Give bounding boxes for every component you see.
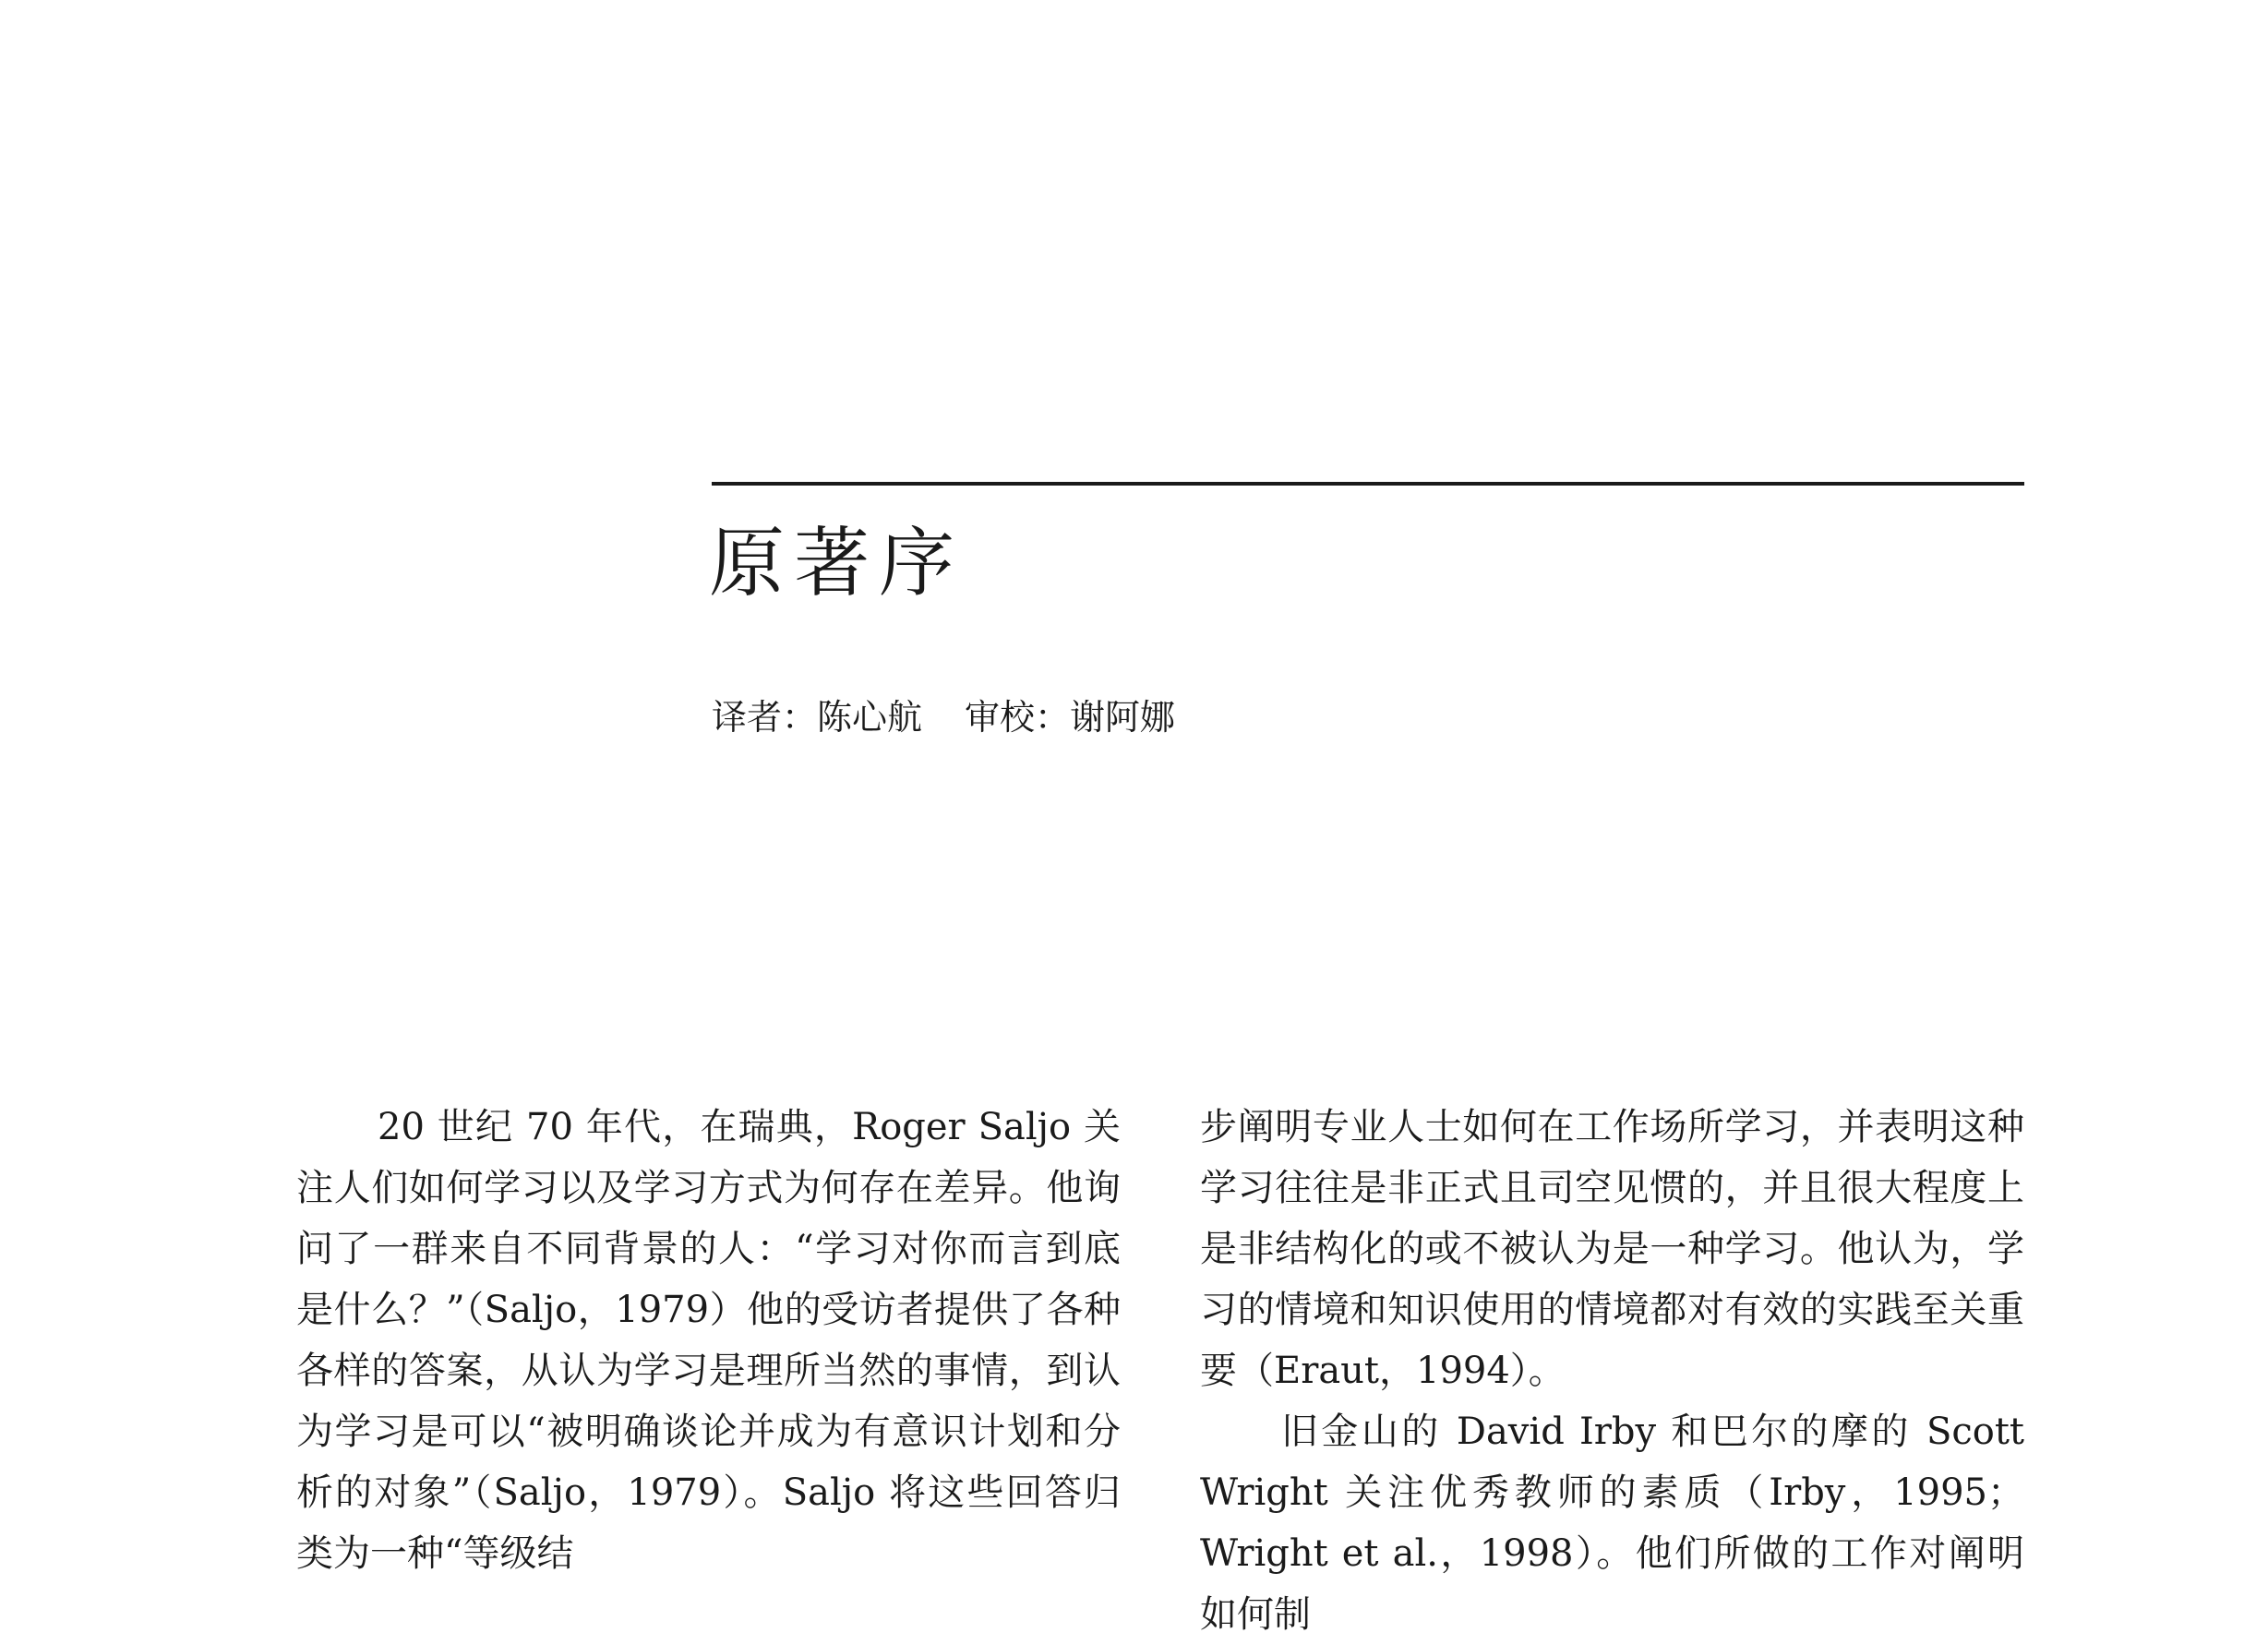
body-paragraph: 20 世纪 70 年代，在瑞典，Roger Saljo 关注人们如何学习以及学习方式为何存在差异。他询问了一群来自不同背景的人：“学习对你而言到底是什么？”（Saljo，1979）他的受访者提供了各种各样的答案，从认为学习是理所当然的事情，到认为学习是可以“被明确谈论并成为有意识计划和分析的对象”（Saljo，1979）。Saljo 将这些回答归类为一种“等级结 bbox=[296, 1106, 1121, 1575]
title-rule bbox=[712, 482, 2024, 486]
body-column-left bbox=[296, 1097, 1121, 1584]
reviewer-name: 谢阿娜 bbox=[1070, 697, 1176, 738]
credits-line bbox=[712, 697, 1176, 738]
body-column-right bbox=[1200, 1097, 2024, 1645]
translator-label: 译者： bbox=[712, 697, 818, 738]
translator-name: 陈心航 bbox=[817, 697, 923, 738]
reviewer-label: 审校： bbox=[965, 697, 1071, 738]
page-title: 原著序 bbox=[709, 520, 965, 607]
body-paragraph: 旧金山的 David Irby 和巴尔的摩的 Scott Wright 关注优秀教师的素质（Irby，1995；Wright et al.，1998）。他们所做的工作对阐明如何制 bbox=[1200, 1411, 2024, 1636]
body-paragraph: 步阐明专业人士如何在工作场所学习，并表明这种学习往往是非正式且司空见惯的，并且很大程度上是非结构化的或不被认为是一种学习。他认为，学习的情境和知识使用的情境都对有效的实践至关重要（Eraut，1994）。 bbox=[1200, 1106, 2024, 1392]
